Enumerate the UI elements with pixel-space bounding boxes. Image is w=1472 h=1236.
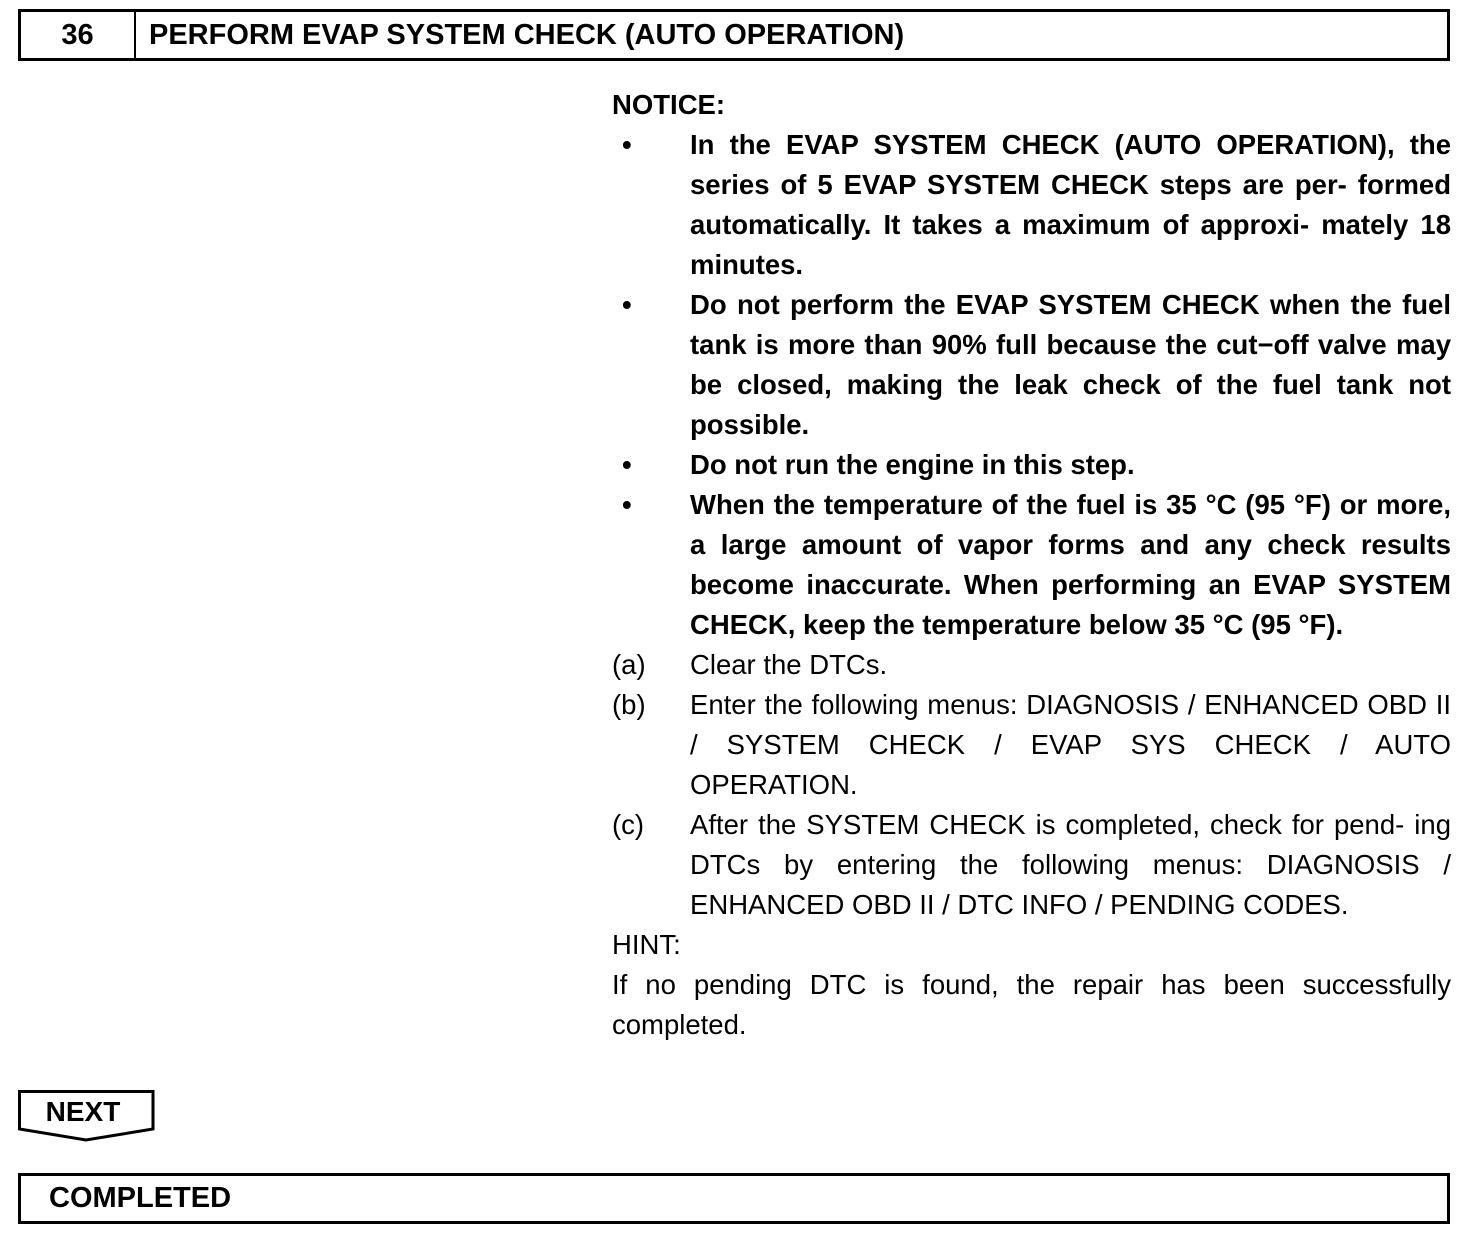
bullet-icon: • — [622, 129, 632, 160]
step-content — [612, 85, 1451, 1045]
step-letter: (c) — [612, 809, 645, 840]
notice-text: Do not perform the EVAP SYSTEM CHECK when the fuel tank is more than 90% full because the cut−off valve may be closed, making the leak check of the fuel tank not possible. — [690, 289, 1451, 440]
notice-label: NOTICE: — [612, 89, 726, 120]
completed-label: COMPLETED — [49, 1182, 232, 1214]
notice-text: In the EVAP SYSTEM CHECK (AUTO OPERATION), the series of 5 EVAP SYSTEM CHECK steps are per- formed automatically. It takes a maximum of approxi- mately 18 minutes. — [690, 129, 1451, 280]
next-label: NEXT — [45, 1096, 121, 1127]
notice-item — [612, 285, 1451, 445]
notice-item — [612, 445, 1451, 485]
step-text: Clear the DTCs. — [690, 649, 888, 680]
procedure-step — [612, 805, 1451, 925]
hint-text: If no pending DTC is found, the repair has been successfully completed. — [612, 969, 1451, 1040]
notice-text: Do not run the engine in this step. — [690, 449, 1135, 480]
step-title: PERFORM EVAP SYSTEM CHECK (AUTO OPERATION) — [149, 18, 905, 51]
step-number: 36 — [21, 12, 136, 58]
bullet-icon: • — [622, 489, 632, 520]
step-text: Enter the following menus: DIAGNOSIS / ENHANCED OBD II / SYSTEM CHECK / EVAP SYS CHECK / AUTO OPERATION. — [690, 689, 1451, 800]
bullet-icon: • — [622, 289, 632, 320]
step-letter: (b) — [612, 689, 646, 720]
procedure-step — [612, 645, 1451, 685]
notice-text: When the temperature of the fuel is 35 °C (95 °F) or more, a large amount of vapor forms and any check results become inaccurate. When performing an EVAP SYSTEM CHECK, keep the temperature below 35 °C (95 °F). — [690, 489, 1451, 640]
completed-bar — [18, 1173, 1450, 1224]
next-button[interactable] — [18, 1090, 156, 1142]
hint-label: HINT: — [612, 929, 681, 960]
notice-item — [612, 485, 1451, 645]
step-letter: (a) — [612, 649, 646, 680]
step-text: After the SYSTEM CHECK is completed, check for pend- ing DTCs by entering the following menus: DIAGNOSIS / ENHANCED OBD II / DTC INFO / PENDING CODES. — [690, 809, 1451, 920]
procedure-step — [612, 685, 1451, 805]
bullet-icon: • — [622, 449, 632, 480]
notice-item — [612, 125, 1451, 285]
step-header — [18, 9, 1450, 61]
